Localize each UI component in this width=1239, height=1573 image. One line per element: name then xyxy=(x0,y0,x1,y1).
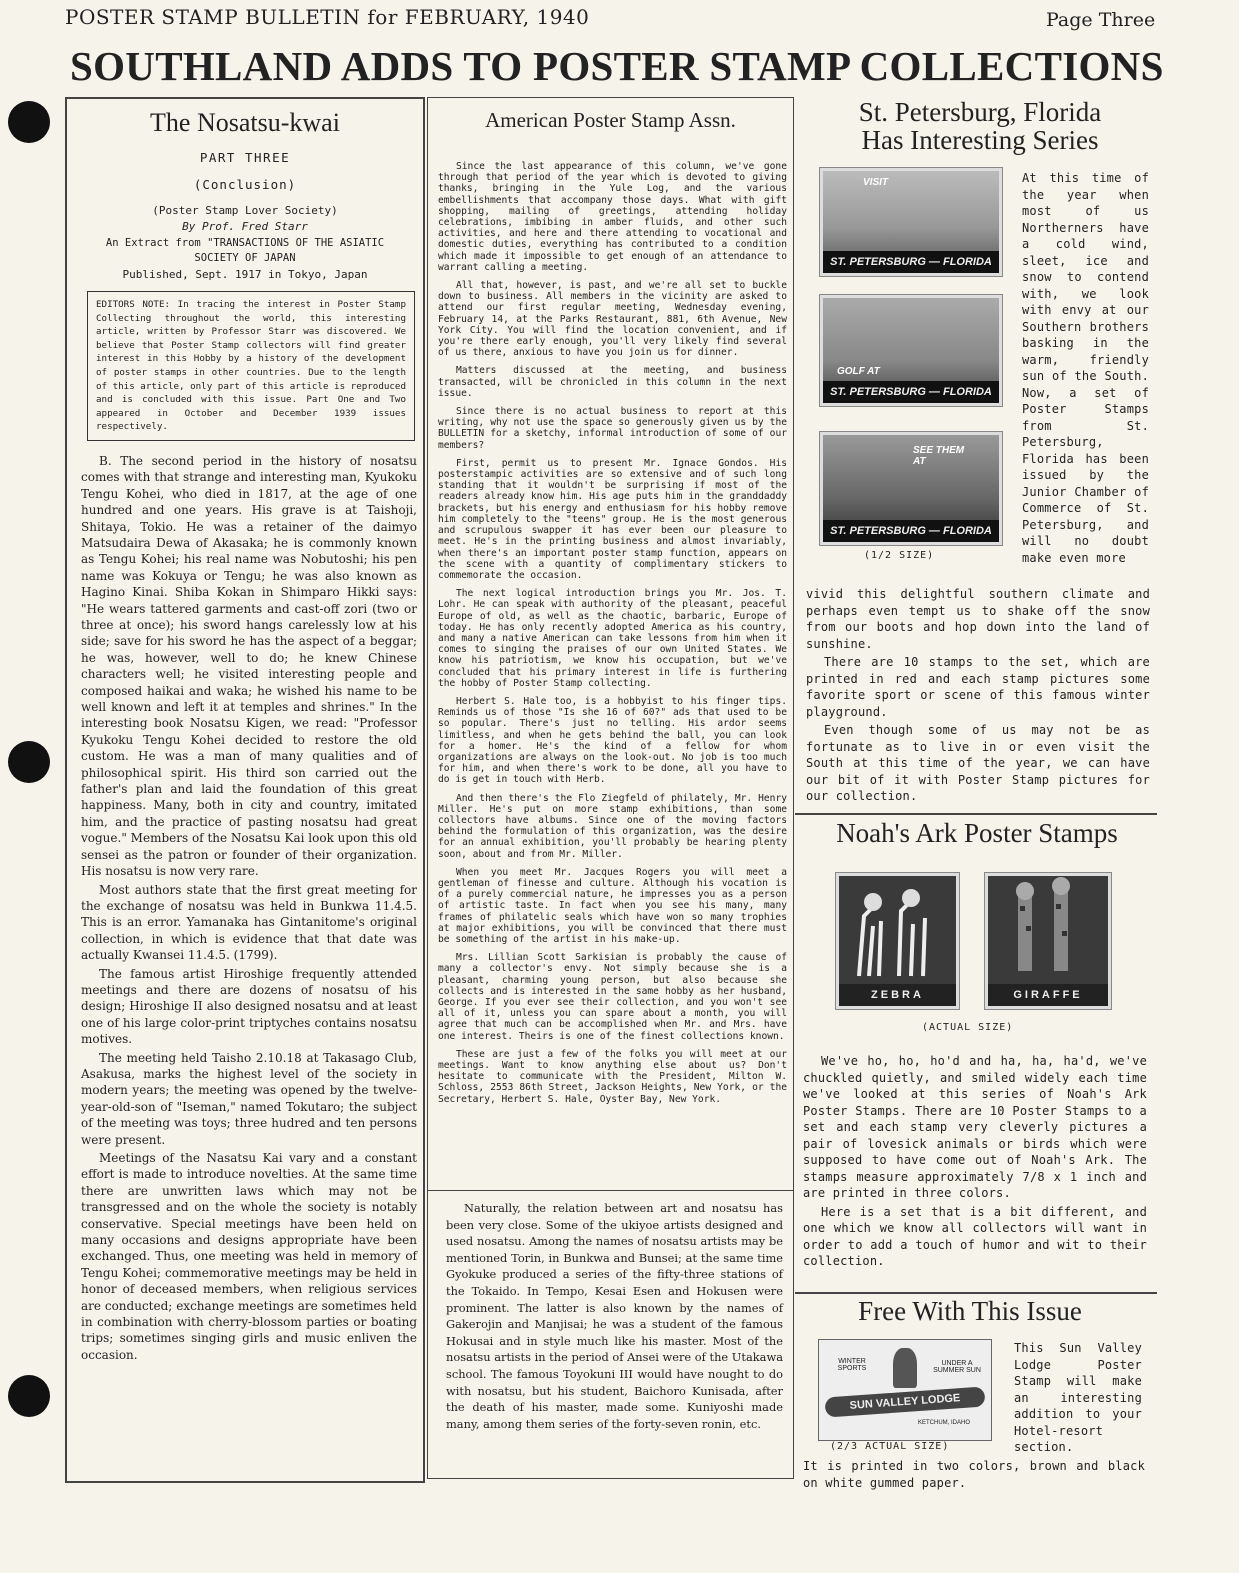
apsa-article xyxy=(427,97,794,1191)
noah-paragraph: Here is a set that is a bit different, and one which we know all collectors will want in order to add a touch of humor and wit to their collection. xyxy=(803,1204,1147,1268)
free-title: Free With This Issue xyxy=(858,1296,1082,1326)
nosatsu-paragraph: Meetings of the Nasatsu Kai vary and a constant effort is made to introduce novelties. At the same time there are unwritten laws which may not be transgressed and on the whole the society is notably conservative. Special meetings have been held on many occasions and designs appropriate have been exchanged. Thus, one meeting was held in memory of Tengu Kohei; commemorative meetings may be held in honor of deceased members, when religious services are conducted; exchange meetings are sometimes held in combination with cherry-blossom parties or boating trips; sometimes singing girls and music enliven the occasion. xyxy=(81,1151,417,1362)
free-tail: It is printed in two colors, brown and black on white gummed paper. xyxy=(803,1459,1145,1490)
apsa-paragraph: Mrs. Lillian Scott Sarkisian is probably the cause of many a collector's envy. Not simply because she is a pleasant, charming young person, but also because she collects and is interested in the same hobby as her husband, George. If you ever see their collection, and you won't see all of it, unless you can spare about a month, you will agree that much can be accomplished when Mr. and Mrs. have one interest. Theirs is one of the finest collections known. xyxy=(438,952,787,1042)
punch-hole-middle xyxy=(8,741,50,783)
apsa-paragraph: Herbert S. Hale too, is a hobbyist to his finger tips. Reminds us of those "Is she 16 of 60?" ads that used to be so popular. There's just no telling. His ardor seems limitless, and when he gets behind the ball, you can look for a homer. He's the kind of a fellow for whom organizations are always on the look-out. No job is too much for him, and when there's work to be done, all you have to do is get in touch with Herb. xyxy=(438,695,787,786)
article-part: PART THREE xyxy=(199,150,291,165)
apsa-paragraph: First, permit us to present Mr. Ignace Gondos. His posterstampic activities are so extensive and of such long standing that it wouldn't be surprising if most of the readers already know him. His age puts him in the granddaddy brackets, but his energy and enthusiasm for his hobby remove him completely to the "teens" group. He is the most generous and scrupulous swapper it has ever been our pleasure to meet. He's in the printing business and almost invariably, when there's an important poster stamp function, appears on the scene with a quantity of complimentary stickers to commemorate the occasion. xyxy=(438,457,787,581)
stamp-band: GIRAFFE xyxy=(988,984,1108,1006)
stamp-zebra xyxy=(836,873,959,1009)
noah-caption: (ACTUAL SIZE) xyxy=(922,1022,1014,1033)
stamp-sv-place: KETCHUM, IDAHO xyxy=(917,1420,970,1426)
nosatsu-article xyxy=(65,97,425,1483)
editors-note-box xyxy=(87,291,415,441)
stamp-band: ZEBRA xyxy=(839,984,956,1006)
stpete-body xyxy=(806,586,1150,805)
nosatsu-paragraph: The meeting held Taisho 2.10.18 at Takasago Club, Asakusa, marks the highest level of the society in modern years; the meeting was opened by the twelve-year-old-son of "Iseman," named Tokutaro; the subject of the meeting was toys; three hudred and ten persons were present. xyxy=(81,1050,417,1147)
nosatsu-continuation: Naturally, the relation between art and nosatsu has been very close. Some of the ukiyoe artists designed and used nosatsu. Among the names of nosatsu artists may be mentioned Torin, in Bunkwa and Bunsei; at the same time Gyokuke produced a series of the fifty-three stations of the Tokaido. In Tempo, Kesai Esen and Hokusen were prominent. The latter is also known by the names of Gakerojin and Manjisai; he was a student of the famous Hokusai and in style much like his master. Most of the nosatsu artists in the period of Ansei were of the Utakawa school. The famous Toyokuni III would have nought to do with nosatsu, but his student, Baichoro Kunisada, after the death of his master, made some. Kuniyoshi made many, among them series of the forty-seven ronin, etc. xyxy=(446,1201,783,1431)
apsa-title: American Poster Stamp Assn. xyxy=(485,108,736,132)
divider xyxy=(795,813,1157,815)
stamp-sv-right: UNDER A SUMMER SUN xyxy=(933,1360,981,1374)
article-title: The Nosatsu-kwai xyxy=(150,108,340,137)
editors-note: EDITORS NOTE: In tracing the interest in Poster Stamp Collecting throughout the world, this interesting article, written by Professor Starr was discovered. We believe that Poster Stamp collectors will find greater interest in this Hobby by a history of the development of poster stamps in other countries. Due to the length of this article, only part of this article is reproduced and is concluded with this issue. Part One and Two appeared in October and December 1939 issues respectively. xyxy=(96,299,406,433)
nosatsu-body xyxy=(81,453,417,1363)
stamp-see-them-st-petersburg xyxy=(820,432,1002,545)
noah-body xyxy=(803,1053,1147,1270)
stpete-side-text: At this time of the year when most of us Northerners have a cold wind, sleet, ice and snow to contend with, we look with envy at our Southern brothers basking in the warm, friendly sun of the South. Now, a set of Poster Stamps from St. Petersburg, Florida has been issued by the Junior Chamber of Commerce of St. Petersburg, and will no doubt make even more xyxy=(1022,171,1149,565)
page-number: Page Three xyxy=(1046,9,1156,31)
stamp-tag: GOLF AT xyxy=(837,366,880,377)
apsa-paragraph: And then there's the Flo Ziegfeld of philately, Mr. Henry Miller. He's put on more stamp exhibitions, than some collectors have albums. Since one of the moving factors behind the formulation of this organization, was the desire for an annual exhibition, you'll probably be hearing plenty soon, about and from Mr. Miller. xyxy=(438,792,787,860)
apsa-paragraph: Since the last appearance of this column, we've gone through that period of the year which is devoted to giving thanks, bringing in the Yule Log, and the various embellishments that accompany those days. What with gift shopping, mailing of greetings, attending holiday celebrations, imbibing in amber fluids, and other such activities, and here and there attending to vocational and domestic duties, everything has contributed to a condition which made it impossible to get enough of an attendance to warrant calling a meeting. xyxy=(438,161,787,273)
apsa-paragraph: These are just a few of the folks you will meet at our meetings. Want to know anything else about us? Don't hesitate to communicate with the President, Milton W. Schloss, 2553 86th Street, Jackson Heights, New York, or the Secretary, Herbert S. Hale, Oyster Bay, New York. xyxy=(438,1048,787,1105)
punch-hole-bottom xyxy=(8,1375,50,1417)
noah-paragraph: We've ho, ho, ho'd and ha, ha, ha'd, we've chuckled quietly, and smiled widely each time we've looked at this series of Noah's Ark Poster Stamps. There are 10 Poster Stamps to a set and each stamp very cleverly pictures a pair of lovesick animals or birds which were supposed to have come out of Noah's Ark. The stamps measure approximately 7/8 x 1 inch and are printed in three colors. xyxy=(803,1054,1147,1200)
stpete-caption: (1/2 SIZE) xyxy=(864,550,935,561)
stpete-title-line1: St. Petersburg, Florida xyxy=(858,97,1102,127)
nosatsu-paragraph: The famous artist Hiroshige frequently attended meetings and there are dozens of nosatsu of his design; Hiroshige II also designed nosatsu and at least one of his large color-print triptyches contains nosatsu motives. xyxy=(81,966,417,1047)
bulletin-header: POSTER STAMP BULLETIN for FEBRUARY, 1940 xyxy=(65,5,590,29)
noah-title: Noah's Ark Poster Stamps xyxy=(836,818,1118,848)
free-caption: (2/3 ACTUAL SIZE) xyxy=(830,1441,950,1452)
apsa-body xyxy=(438,161,787,1105)
stamp-sun-valley-lodge xyxy=(818,1339,992,1441)
stamp-giraffe xyxy=(985,873,1111,1009)
stamp-visit-st-petersburg xyxy=(820,168,1002,276)
stamp-golf-st-petersburg xyxy=(820,295,1002,406)
zebra-illustration xyxy=(839,876,956,984)
giraffe-illustration xyxy=(988,876,1108,984)
nosatsu-continuation-box xyxy=(427,1190,794,1479)
divider xyxy=(795,1292,1157,1294)
stamp-band: ST. PETERSBURG — FLORIDA xyxy=(823,381,999,403)
stamp-sv-band: SUN VALLEY LODGE xyxy=(824,1386,985,1417)
stpete-paragraph: vivid this delightful southern climate and perhaps even tempt us to shake off the snow from our boots and hop down into the land of sunshine. xyxy=(806,587,1150,651)
apsa-paragraph: The next logical introduction brings you Mr. Jos. T. Lohr. He can speak with authority of the pleasant, peaceful Europe of old, as well as the chaotic, barbaric, Europe of today. He has only recently adopted America as his country, and many a native American can take lessons from him when it comes to singing the praises of our own United States. We know his patriotism, we know his occupation, but we've concluded that his primary interest in life is furthering the hobby of Poster Stamp collecting. xyxy=(438,588,787,689)
article-subtitle: (Poster Stamp Lover Society) xyxy=(152,204,338,217)
nosatsu-paragraph: Most authors state that the first great meeting for the exchange of nosatsu was held in Bunkwa 11.4.5. This is an error. Yamanaka has Gintanitome's original collection, in which is evidence that that date was actually Kwansei 11.4.5. (1799). xyxy=(81,882,417,963)
apsa-paragraph: Since there is no actual business to report at this writing, why not use the space so generously given us by the BULLETIN for a sketchy, informal introduction of some of our members? xyxy=(438,406,787,451)
article-byline: By Prof. Fred Starr xyxy=(182,220,308,233)
stpete-title xyxy=(800,98,1160,154)
apsa-paragraph: Matters discussed at the meeting, and business transacted, will be chronicled in this column in the next issue. xyxy=(438,365,787,399)
punch-hole-top xyxy=(8,101,50,143)
nosatsu-paragraph: B. The second period in the history of nosatsu comes with that strange and interesting man, Kyukoku Tengu Kohei, who died in 1817, at the age of one hundred and one years. His grave is at Taishoji, Shitaya, Tokio. He was a retainer of the daimyo Matsudaira Dewa of Akasaka; he is commonly known as Tengu Kohei; his real name was Nobutoshi; his pen name was Kokuya or Tengu; he was also known as Hagino Kinai. Shiba Kokan in Shimparo Hikki says: "He wears tattered garments and cast-off zori (two or three at once); his sword hangs carelessly low at his side; save for his sword he has the aspect of a beggar; he was, however, well to do; he knew Chinese characters well; he visited interesting people and composed haikai and waka; he wished his name to be well known and left it at temples and shrines." In the interesting book Nosatsu Kigen, we read: "Professor Kyukoku Tengu Kohei decided to restore the old custom. He was a man of many qualities and of philosophical spirit. His third son carried out the father's plan and laid the foundation of this great happiness. Many, both in city and country, imitated him, and the practice of pasting nosatsu had great vogue." Members of the Nosatsu Kai look upon this old sensei as the patron or founder of their organization. His nosatsu is now very rare. xyxy=(81,453,417,879)
stpete-paragraph: There are 10 stamps to the set, which are printed in red and each stamp pictures some favorite sport or scene of this famous winter playground. xyxy=(806,655,1150,719)
stpete-title-line2: Has Interesting Series xyxy=(861,125,1099,155)
stamp-sv-left: WINTER SPORTS xyxy=(837,1358,867,1372)
apsa-paragraph: All that, however, is past, and we're all set to buckle down to business. All members in the vicinity are asked to attend our first regular meeting, Wednesday evening, February 14, at the Parks Restaurant, 881, 6th Avenue, New York City. You will find the location convenient, and if you're there early enough, you'll very likely find several of us there, anxious to have you join us for dinner. xyxy=(438,280,787,359)
stamp-tag: VISIT xyxy=(863,177,889,188)
article-published: Published, Sept. 1917 in Tokyo, Japan xyxy=(122,268,368,281)
article-extract: An Extract from "TRANSACTIONS OF THE ASIATIC SOCIETY OF JAPAN xyxy=(105,237,385,264)
article-conclusion: (Conclusion) xyxy=(193,177,297,192)
free-side-text: This Sun Valley Lodge Poster Stamp will make an interesting addition to your Hotel-resort section. xyxy=(1014,1341,1142,1454)
stpete-paragraph: Even though some of us may not be as fortunate as to live in or even visit the South at this time of the year, we can have our bit of it with Poster Stamp pictures for our collection. xyxy=(806,723,1150,803)
apsa-paragraph: When you meet Mr. Jacques Rogers you will meet a gentleman of finesse and culture. Although his vocation is of a purely commercial nature, he impresses you as a person of artistic taste. In fact when you see his many, many frames of philatelic seals which have won so many trophies at major exhibitions, you will be convinced that there must be something of the artist in his make-up. xyxy=(438,866,787,945)
stamp-band: ST. PETERSBURG — FLORIDA xyxy=(823,251,999,273)
stamp-tag: SEE THEM AT xyxy=(913,445,965,467)
stamp-band: ST. PETERSBURG — FLORIDA xyxy=(823,520,999,542)
skier-icon xyxy=(893,1348,917,1388)
page-headline: SOUTHLAND ADDS TO POSTER STAMP COLLECTIONS xyxy=(70,43,1164,89)
